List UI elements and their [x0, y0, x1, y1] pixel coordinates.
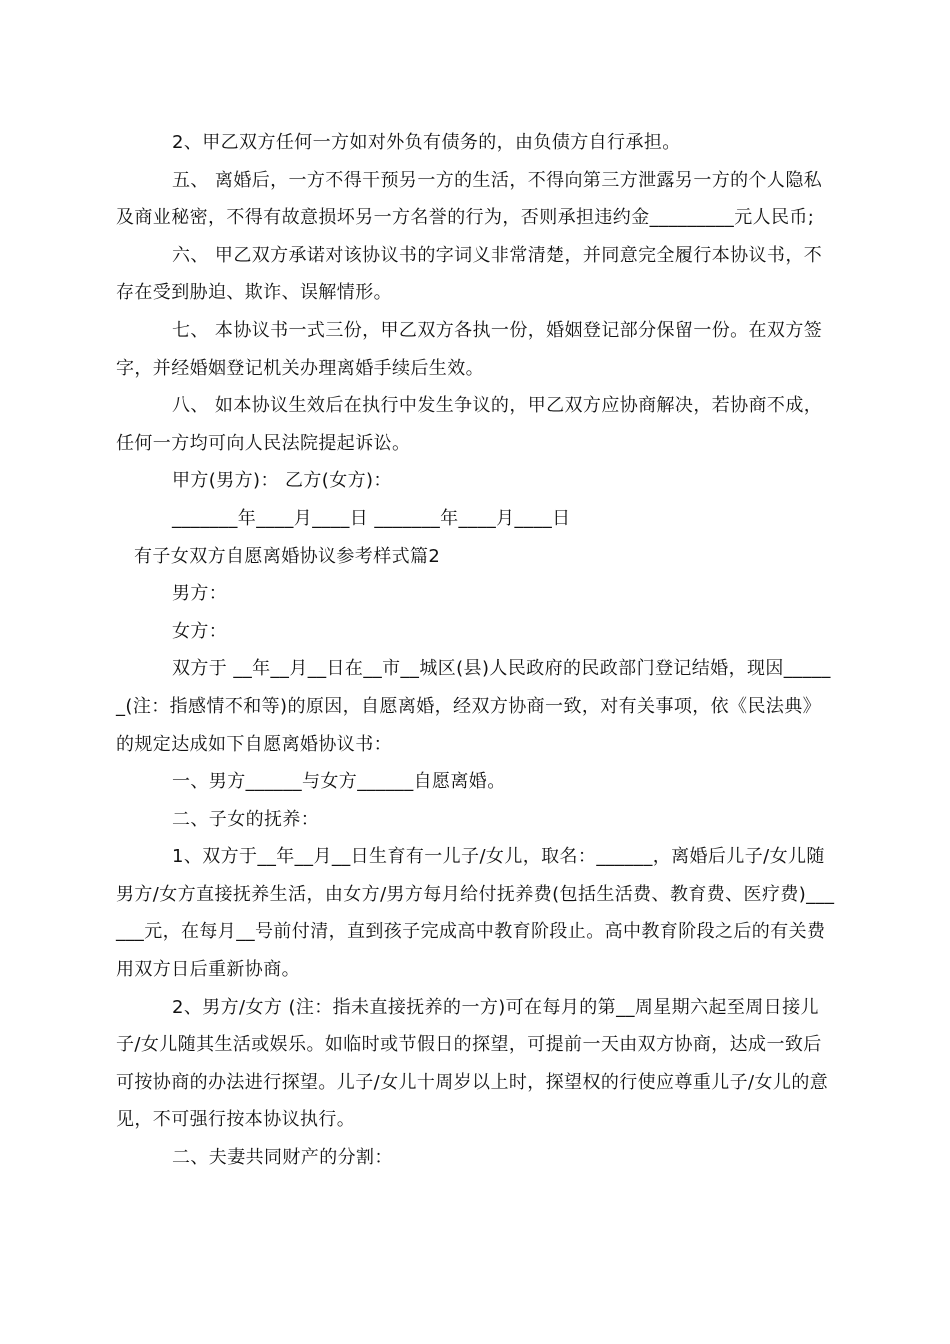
paragraph-clause-7: 七、 本协议书一式三份，甲乙双方各执一份，婚姻登记部分保留一份。在双方签字，并经婚姻登记机关办理离婚手续后生效。 — [116, 319, 823, 379]
paragraph-custody-heading: 二、子女的抚养： — [172, 808, 320, 830]
paragraph-husband: 男方： — [172, 583, 228, 605]
signature-dates: _______年____月____日 _______年____月____日 — [172, 507, 571, 529]
paragraph-marriage-info: 双方于 __年__月__日在__市__城区(县)人民政府的民政部门登记结婚，现因______(注：指感情不和等)的原因，自愿离婚，经双方协商一致，对有关事项，依《民法典》的规定达成如下自愿离婚协议书： — [116, 658, 831, 755]
paragraph-custody-1: 1、双方于__年__月__日生育有一儿子/女儿，取名：______，离婚后儿子/女儿随男方/女方直接抚养生活，由女方/男方每月给付抚养费(包括生活费、教育费、医疗费)______元，在每月__号前付清，直到孩子完成高中教育阶段止。高中教育阶段之后的有关费用双方日后重新协商。 — [116, 846, 835, 981]
paragraph-divorce-agreement: 一、男方______与女方______自愿离婚。 — [172, 771, 506, 793]
section-title: 有子女双方自愿离婚协议参考样式篇2 — [134, 545, 441, 567]
paragraph-wife: 女方： — [172, 620, 228, 642]
signature-parties: 甲方(男方)： 乙方(女方)： — [172, 470, 392, 492]
document-body — [116, 124, 836, 1177]
paragraph-clause-8: 八、 如本协议生效后在执行中发生争议的，甲乙双方应协商解决，若协商不成，任何一方均可向人民法院提起诉讼。 — [116, 395, 823, 454]
paragraph-custody-2: 2、男方/女方 (注：指未直接抚养的一方)可在每月的第__周星期六起至周日接儿子/女儿随其生活或娱乐。如临时或节假日的探望，可提前一天由双方协商，达成一致后可按协商的办法进行探望。儿子/女儿十周岁以上时，探望权的行使应尊重儿子/女儿的意见，不可强行按本协议执行。 — [116, 996, 829, 1131]
paragraph-clause-6: 六、 甲乙双方承诺对该协议书的字词义非常清楚，并同意完全履行本协议书，不存在受到胁迫、欺诈、误解情形。 — [116, 244, 823, 304]
paragraph-property-heading: 二、夫妻共同财产的分割： — [172, 1147, 393, 1169]
paragraph-clause-5: 五、 离婚后，一方不得干预另一方的生活，不得向第三方泄露另一方的个人隐私及商业秘密，不得有故意损坏另一方名誉的行为，否则承担违约金_________元人民币; — [116, 169, 823, 229]
paragraph-debt: 2、甲乙双方任何一方如对外负有债务的，由负债方自行承担。 — [172, 132, 681, 153]
